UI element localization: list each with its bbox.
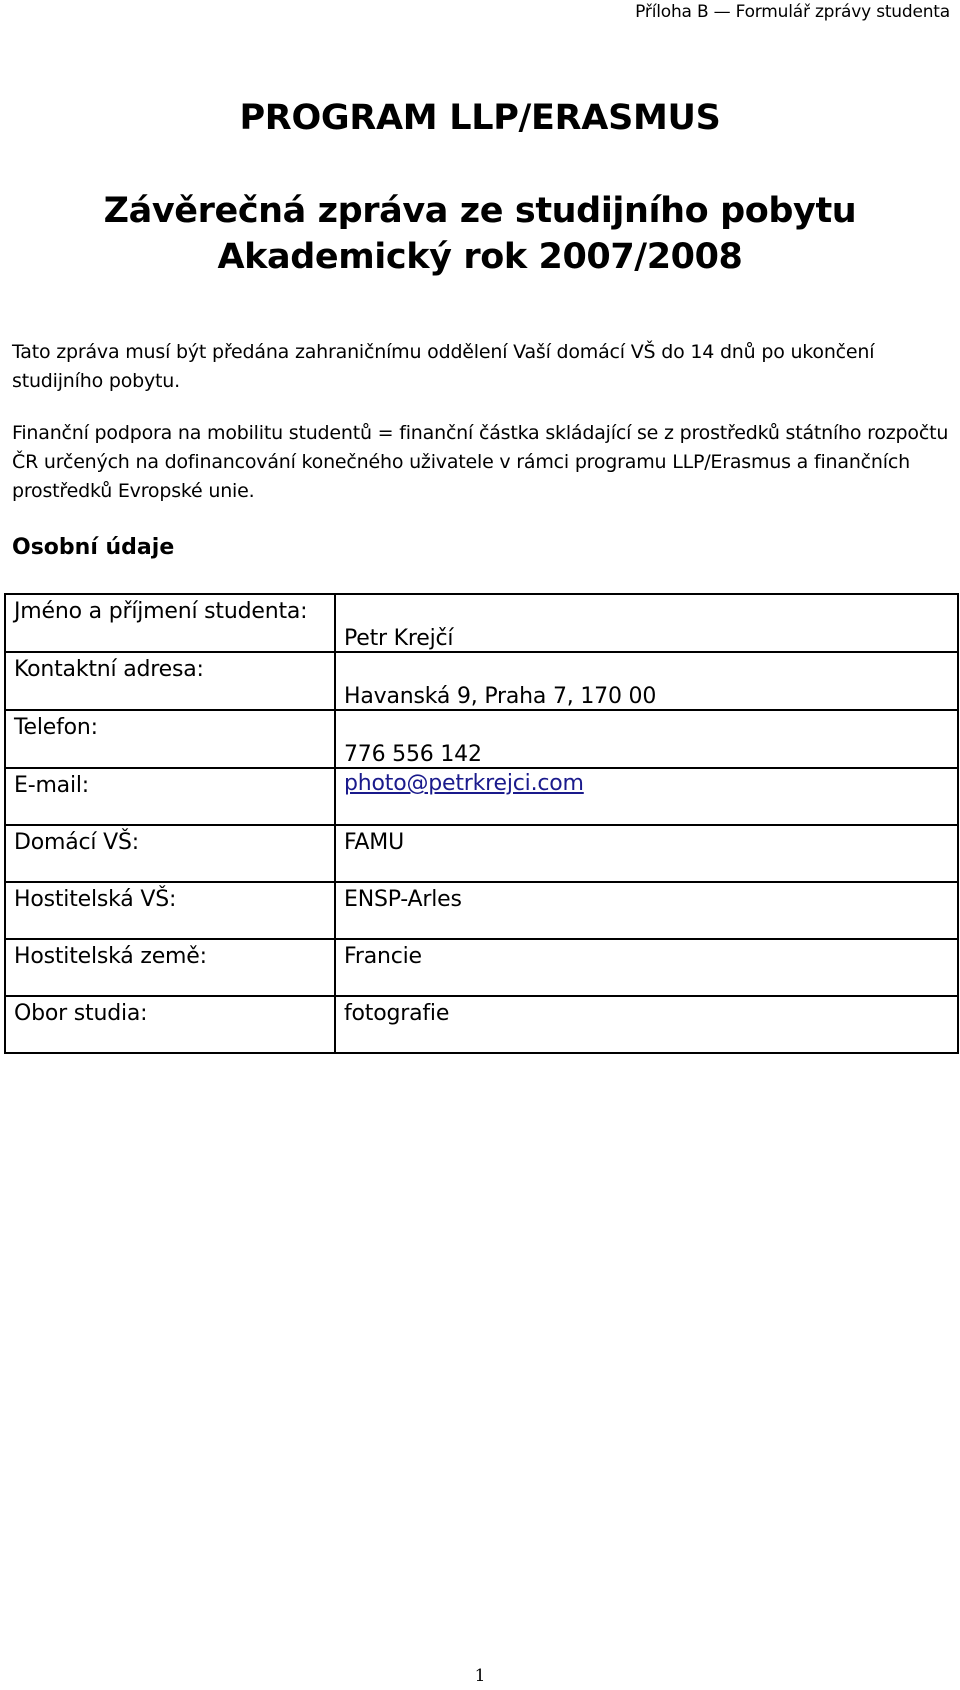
personal-data-table <box>4 593 959 1054</box>
student-name-label: Jméno a příjmení studenta: <box>5 594 335 652</box>
student-name-value: Petr Krejčí <box>335 594 958 652</box>
report-title-line-2: Akademický rok 2007/2008 <box>217 237 743 277</box>
table-row <box>5 710 958 768</box>
financial-support-definition: Finanční podpora na mobilitu studentů = finanční částka skládající se z prostředků státního rozpočtu ČR určených na dofinancování konečného uživatele v rámci programu LLP/Erasmus a finančních prostředků Evropské unie. <box>12 422 949 502</box>
email-value-cell <box>335 768 958 825</box>
contact-address-value: Havanská 9, Praha 7, 170 00 <box>335 652 958 710</box>
home-university-value: FAMU <box>335 825 958 882</box>
table-row <box>5 939 958 996</box>
field-of-study-value: fotografie <box>335 996 958 1053</box>
table-row <box>5 652 958 710</box>
table-row <box>5 996 958 1053</box>
report-title-line-1: Závěrečná zpráva ze studijního pobytu <box>103 191 857 231</box>
phone-label: Telefon: <box>5 710 335 768</box>
home-university-label: Domácí VŠ: <box>5 825 335 882</box>
table-row <box>5 768 958 825</box>
table-row <box>5 825 958 882</box>
submission-instructions: Tato zpráva musí být předána zahraničnímu oddělení Vaší domácí VŠ do 14 dnů po ukončení studijního pobytu. <box>12 341 875 392</box>
table-row <box>5 882 958 939</box>
host-university-value: ENSP-Arles <box>335 882 958 939</box>
host-country-label: Hostitelská země: <box>5 939 335 996</box>
section-heading-personal-data: Osobní údaje <box>12 535 175 560</box>
page-number: 1 <box>474 1666 486 1686</box>
host-university-label: Hostitelská VŠ: <box>5 882 335 939</box>
page-header-note: Příloha B — Formulář zprávy studenta <box>635 2 950 22</box>
program-title: PROGRAM LLP/ERASMUS <box>239 98 721 138</box>
phone-value: 776 556 142 <box>335 710 958 768</box>
host-country-value: Francie <box>335 939 958 996</box>
email-label: E-mail: <box>5 768 335 825</box>
email-link[interactable]: photo@petrkrejci.com <box>344 771 584 796</box>
table-row <box>5 594 958 652</box>
contact-address-label: Kontaktní adresa: <box>5 652 335 710</box>
report-title <box>0 188 960 280</box>
field-of-study-label: Obor studia: <box>5 996 335 1053</box>
